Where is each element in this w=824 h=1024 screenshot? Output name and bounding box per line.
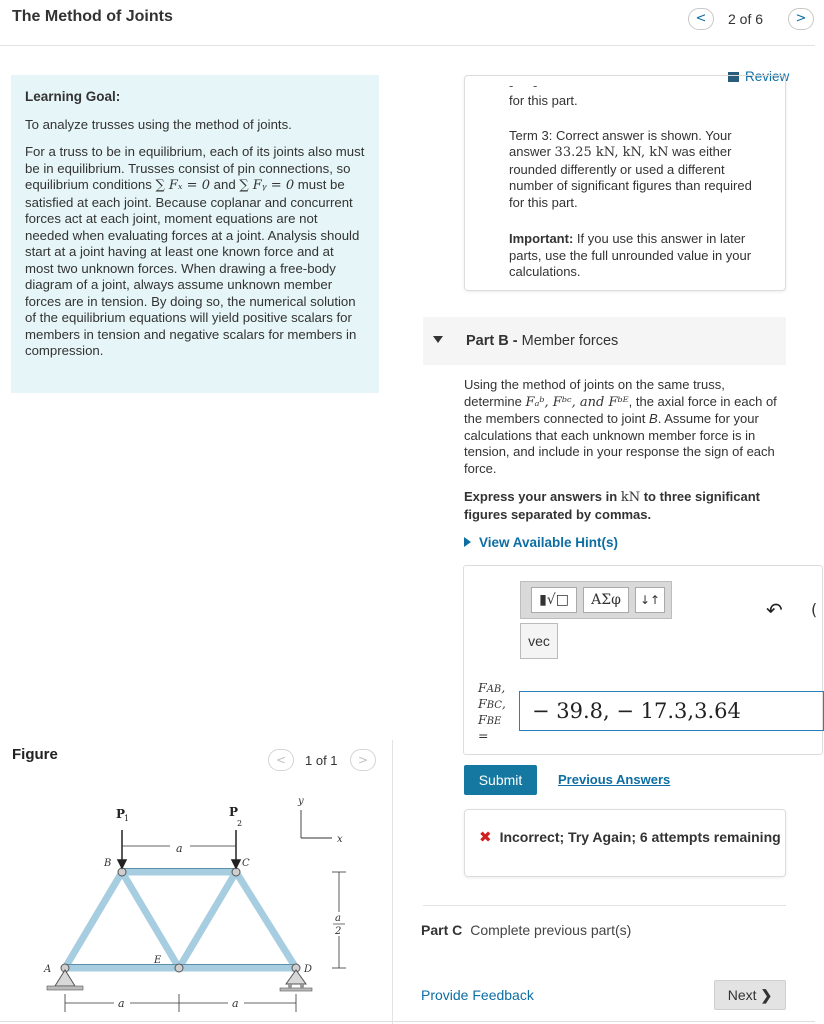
sort-button[interactable]: ↓↑	[635, 587, 665, 613]
load-p1-label: P	[116, 807, 126, 821]
truss-figure	[30, 790, 370, 1018]
important-text: If you use this answer in later parts, use the full unrounded value in your calculations.	[509, 231, 752, 279]
learning-goal-title: Learning Goal:	[25, 89, 121, 104]
review-label: Review	[745, 69, 790, 84]
member-ce	[179, 872, 236, 968]
part-c-row	[421, 922, 631, 938]
learning-goal-text-a: For a truss to be in equilibrium, each of its joints also must be in equilibrium. Trusses consist of pin connections, so equilibrium conditions	[25, 144, 365, 192]
figure-next-button[interactable]: >	[350, 749, 376, 771]
feedback-cut-line: - -	[509, 78, 546, 93]
vec-button[interactable]: vec	[520, 623, 558, 659]
redo-icon[interactable]: (	[811, 600, 818, 619]
axis-x-label: x	[337, 834, 343, 845]
error-x-icon: ✖	[479, 828, 492, 846]
answer-editor	[463, 565, 823, 755]
label-d: D	[304, 964, 313, 975]
pin-support-a	[47, 970, 83, 990]
label-b: B	[104, 858, 112, 869]
header-bar	[0, 0, 815, 46]
previous-answers-link[interactable]: Previous Answers	[558, 772, 671, 787]
next-page-button[interactable]: >	[788, 8, 814, 30]
feedback-term3-value: 33.25 kN, kN, kN	[554, 145, 669, 160]
important-label: Important:	[509, 231, 574, 246]
part-c-status: Complete previous part(s)	[470, 922, 632, 938]
equation-sum-fy: ∑ Fᵧ = 0	[239, 178, 295, 193]
feedback-line-1: for this part.	[509, 93, 578, 108]
axes-icon	[301, 810, 332, 838]
incorrect-feedback-box	[464, 809, 786, 877]
incorrect-message: Incorrect; Try Again; 6 attempts remaining	[499, 829, 781, 845]
page-counter: 2 of 6	[728, 11, 764, 27]
undo-icon[interactable]: ↶	[766, 598, 783, 622]
part-b-prompt: Using the method of joints on the same truss, determine Fₐᵇ, Fᵇᶜ, and Fᵇᴱ, the axial force in each of the members connected to joint B. Assume for your calculations that each unknown member force is in tension, and include in your response the sign of each force.	[464, 377, 777, 476]
figure-label: Figure	[12, 746, 58, 763]
learning-goal-body	[25, 144, 365, 360]
label-e: E	[154, 955, 162, 966]
label-c: C	[242, 858, 250, 869]
answer-variable-labels: FAB, FBC, FBE =	[478, 680, 506, 743]
part-b-variables: Fₐᵇ, Fᵇᶜ, and Fᵇᴱ	[525, 394, 629, 410]
joint-e	[175, 964, 183, 972]
collapse-triangle-icon[interactable]	[433, 336, 443, 343]
symbols-button[interactable]: ΑΣφ	[583, 587, 629, 613]
feedback-term3: Term 3: Correct answer is shown. Your answer 33.25 kN, kN, kN was either rounded differently or used a different number of significant figures than required for this part.	[509, 127, 752, 210]
feedback-important	[509, 231, 765, 281]
part-a-feedback-box	[464, 75, 786, 291]
member-be	[122, 872, 179, 968]
truss-members	[65, 872, 296, 968]
part-b-instruction: Express your answers in kN to three significant figures separated by commas.	[464, 489, 760, 522]
dimension-a-bottom-right: a	[232, 997, 239, 1010]
previous-page-button[interactable]: <	[688, 8, 714, 30]
next-button[interactable]: Next ❯	[714, 980, 786, 1010]
learning-goal-text-c: must be satisfied at each joint. Because coplanar and concurrent forces act at each joint, moment equations are not needed when evaluating forces at a joint. Analysis should start at a joint having at least one known force and at most two unknown forces. When drawing a free-body diagram of a joint, always assume unknown member forces are in tension. By doing so, the numerical solution of the equilibrium equations will yield positive scalars for members in tension and negative scalars for members in compression.	[25, 177, 360, 358]
answer-input[interactable]: − 39.8, − 17.3,3.64	[519, 691, 824, 731]
load-p2-label: P	[229, 805, 239, 819]
part-b-question	[464, 377, 784, 523]
equation-sum-fx: ∑ Fₓ = 0	[155, 178, 210, 193]
figure-previous-button[interactable]: <	[268, 749, 294, 771]
page-title: The Method of Joints	[12, 8, 173, 25]
templates-button[interactable]: ▮√□	[531, 587, 577, 613]
part-c-label: Part C	[421, 922, 463, 938]
part-b-header[interactable]	[423, 317, 786, 365]
svg-text:2: 2	[237, 819, 243, 828]
chevron-right-icon: ❯	[760, 987, 773, 1003]
part-b-title: Part B - Member forces	[466, 333, 619, 349]
figure-counter: 1 of 1	[305, 753, 338, 768]
provide-feedback-link[interactable]: Provide Feedback	[421, 987, 534, 1003]
part-c-divider	[423, 905, 786, 906]
label-a: A	[44, 964, 52, 975]
member-cd	[236, 872, 296, 968]
bottom-border	[0, 1021, 815, 1022]
learning-goal-panel	[11, 75, 379, 393]
svg-text:1: 1	[124, 814, 130, 823]
axis-y-label: y	[298, 796, 304, 807]
view-hints-link[interactable]: View Available Hint(s)	[464, 535, 618, 550]
submit-button[interactable]: Submit	[464, 765, 537, 795]
math-toolbar	[520, 581, 672, 619]
dimension-half-a-den: 2	[335, 926, 342, 937]
expand-triangle-icon	[464, 537, 471, 547]
learning-goal-intro: To analyze trusses using the method of joints.	[25, 116, 292, 132]
dimension-a-bottom-left: a	[118, 997, 125, 1010]
dimension-a-top: a	[176, 842, 183, 855]
learning-goal-text-and: and	[213, 177, 236, 192]
pane-divider	[392, 740, 393, 1024]
member-ab	[65, 872, 122, 968]
dimension-half-a-num: a	[335, 913, 341, 924]
